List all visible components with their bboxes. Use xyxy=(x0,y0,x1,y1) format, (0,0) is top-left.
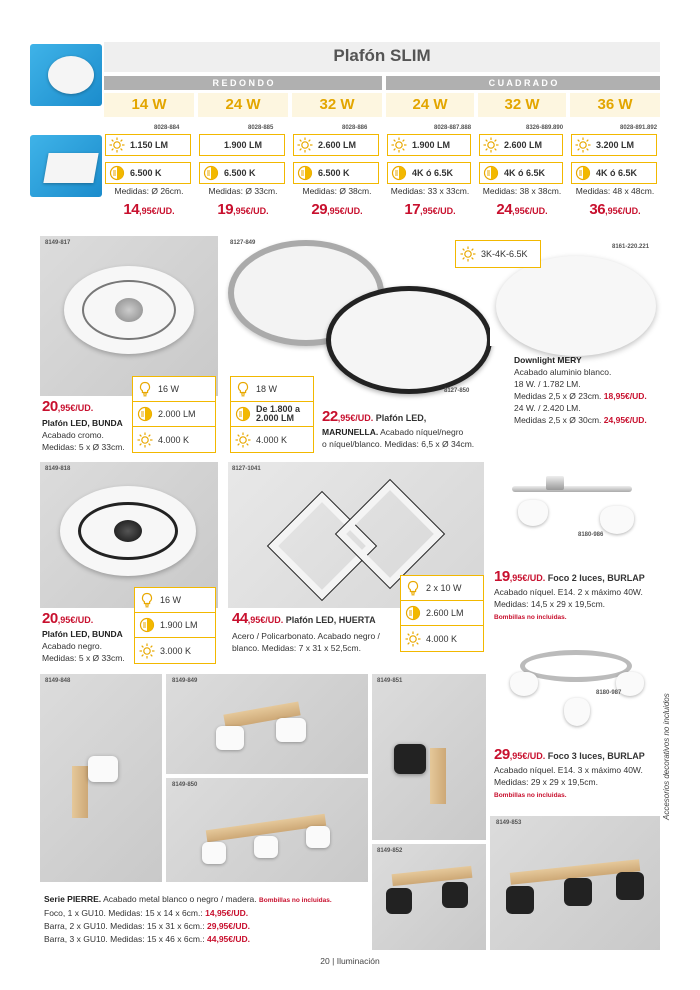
slim-price: 29,95€/UD. xyxy=(311,201,363,218)
bunda1-desc: Plafón LED, BUNDA Acabado cromo. Medidas: 5 x Ø 33cm. xyxy=(42,418,125,452)
group-cuadrado: C U A D R A D O xyxy=(386,76,660,90)
pierre-barra3-white-photo xyxy=(166,778,368,882)
bunda2-desc: Plafón LED, BUNDA Acabado negro. Medidas: 5 x Ø 33cm. xyxy=(42,629,125,663)
bulb-icon xyxy=(405,580,421,596)
sun-icon xyxy=(139,643,155,659)
burlap3-price-line: 29,95€/UD. Foco 3 luces, BURLAP xyxy=(494,746,645,763)
sun-icon xyxy=(575,137,591,153)
mery-desc: Downlight MERY Acabado aluminio blanco. 18 W. / 1.782 LM. Medidas 2,5 x Ø 23cm. 18,95€/UD. 24 W. / 2.420 LM. Medidas 2,5 x Ø 30cm. 24,95€/UD. xyxy=(514,355,647,425)
burlap3-desc: Acabado níquel. E14. 3 x máximo 40W. Medidas: 29 x 29 x 19,5cm. Bombillas no incluidas. xyxy=(494,765,643,799)
sun-icon xyxy=(109,137,125,153)
lumen-icon xyxy=(575,165,591,181)
sun-icon xyxy=(405,631,421,647)
lumen-icon xyxy=(137,406,153,422)
lumen-icon xyxy=(405,605,421,621)
product-code: 8326-889.890 xyxy=(526,125,564,131)
marunella-spec-box: 18 W De 1.800 a 2.000 LM 4.000 K xyxy=(230,376,314,453)
watt-header: 32 W xyxy=(478,93,566,117)
lumen-icon xyxy=(297,165,313,181)
bunda2-spec-box: 16 W 1.900 LM 3.000 K xyxy=(134,587,216,664)
sun-icon xyxy=(391,137,407,153)
bunda2-price: 20,95€/UD. xyxy=(42,610,94,627)
burlap2-photo xyxy=(490,460,660,556)
sun-icon xyxy=(483,137,499,153)
huerta-spec-box: 2 x 10 W 2.600 LM 4.000 K xyxy=(400,575,484,652)
product-code: 8028-884 xyxy=(154,125,180,131)
slim-spec-0: 1.150 LM 6.500 K xyxy=(105,134,191,192)
section-name: Iluminación xyxy=(336,956,380,966)
slim-title: Plafón SLIM xyxy=(333,46,431,65)
product-code: 8149-853 xyxy=(496,820,522,826)
burlap3-photo xyxy=(490,642,660,742)
slim-price: 36,95€/UD. xyxy=(589,201,641,218)
product-code: 8127-849 xyxy=(230,240,256,246)
product-code: 8028-886 xyxy=(342,125,368,131)
product-code: 8028-887.888 xyxy=(434,125,472,131)
slim-spec-1: 1.900 LM 6.500 K xyxy=(199,134,285,192)
slim-product-box-round xyxy=(30,44,102,106)
burlap2-price-line: 19,95€/UD. Foco 2 luces, BURLAP xyxy=(494,568,645,585)
product-code: 8161-220.221 xyxy=(612,244,650,250)
lumen-icon xyxy=(235,406,251,422)
sun-icon xyxy=(137,432,153,448)
marunella-price-line: 22,95€/UD. Plafón LED, xyxy=(322,408,427,425)
product-code: 8149-852 xyxy=(377,848,403,854)
lumen-icon xyxy=(203,165,219,181)
slim-spec-2: 2.600 LM 6.500 K xyxy=(293,134,379,192)
bulb-icon xyxy=(139,592,155,608)
huerta-price-line: 44,95€/UD. Plafón LED, HUERTA xyxy=(232,610,376,627)
product-code: 8028-885 xyxy=(248,125,274,131)
slim-size: Medidas: Ø 33cm. xyxy=(208,186,278,196)
marunella-photo xyxy=(222,236,484,396)
product-code: 8180-987 xyxy=(596,690,622,696)
bunda-chrome-photo xyxy=(40,236,218,396)
slim-size: Medidas: 48 x 48cm. xyxy=(575,186,655,196)
watt-header: 14 W xyxy=(104,93,194,117)
side-note: Accesorios decorativos no incluidos xyxy=(662,693,671,820)
mery-temp-box: 3K-4K-6.5K xyxy=(455,240,541,268)
slim-size: Medidas: 33 x 33cm. xyxy=(390,186,470,196)
pierre-foco-white-photo xyxy=(40,674,162,882)
watt-header: 36 W xyxy=(570,93,660,117)
watt-header: 24 W xyxy=(386,93,474,117)
sun-icon xyxy=(297,137,313,153)
burlap2-desc: Acabado níquel. E14. 2 x máximo 40W. Medidas: 14,5 x 29 x 19,5cm. Bombillas no incluidas. xyxy=(494,587,643,621)
slim-price: 14,95€/UD. xyxy=(123,201,175,218)
product-code: 8127-850 xyxy=(444,388,470,394)
slim-spec-5: 3.200 LM 4K ó 6.5K xyxy=(571,134,657,192)
slim-price: 17,95€/UD. xyxy=(404,201,456,218)
watt-header: 32 W xyxy=(292,93,382,117)
lumen-icon xyxy=(391,165,407,181)
pierre-foco-black-photo xyxy=(372,674,486,840)
product-code: 8149-849 xyxy=(172,678,198,684)
watt-header: 24 W xyxy=(198,93,288,117)
slim-spec-4: 2.600 LM 4K ó 6.5K xyxy=(479,134,563,192)
slim-spec-3: 1.900 LM 4K ó 6.5K xyxy=(387,134,471,192)
slim-product-box-square xyxy=(30,135,102,197)
group-redondo: R E D O N D O xyxy=(104,76,382,90)
lumen-icon xyxy=(139,617,155,633)
page-number: 20 xyxy=(320,956,330,966)
lumen-icon xyxy=(109,165,125,181)
product-code: 8149-848 xyxy=(45,678,71,684)
huerta-desc: Acero / Policarbonato. Acabado negro / blanco. Medidas: 7 x 31 x 52,5cm. xyxy=(232,631,380,653)
product-code: 8127-1041 xyxy=(232,466,261,472)
product-code: 8149-817 xyxy=(45,240,71,246)
footer: 20 | Iluminación xyxy=(320,956,380,966)
marunella-desc: MARUNELLA. Acabado níquel/negro o níquel/blanco. Medidas: 6,5 x Ø 34cm. xyxy=(322,427,475,449)
bulb-icon xyxy=(137,381,153,397)
pierre-barra3-black-photo xyxy=(490,816,660,950)
lumen-icon xyxy=(483,165,499,181)
bulb-icon xyxy=(235,381,251,397)
slim-price: 24,95€/UD. xyxy=(496,201,548,218)
product-code: 8149-818 xyxy=(45,466,71,472)
slim-size: Medidas: Ø 38cm. xyxy=(302,186,372,196)
bunda1-spec-box: 16 W 2.000 LM 4.000 K xyxy=(132,376,216,453)
slim-price: 19,95€/UD. xyxy=(217,201,269,218)
slim-size: Medidas: 38 x 38cm. xyxy=(482,186,562,196)
pierre-barra2-white-photo xyxy=(166,674,368,774)
product-code: 8149-850 xyxy=(172,782,198,788)
product-code: 8028-891.892 xyxy=(620,125,658,131)
bunda1-price: 20,95€/UD. xyxy=(42,398,94,415)
product-code: 8149-851 xyxy=(377,678,403,684)
slim-size: Medidas: Ø 26cm. xyxy=(114,186,184,196)
sun-icon xyxy=(235,432,251,448)
sun-icon xyxy=(460,246,476,262)
pierre-barra2-black-photo xyxy=(372,844,486,950)
pierre-desc: Serie PIERRE. Acabado metal blanco o negro / madera. Bombillas no incluidas. Foco, 1 x GU10. Medidas: 15 x 14 x 6cm.: 14,95€/UD. Barra, 2 x GU10. Medidas: 15 x 31 x 6cm.: 29,95€/UD. Barra, 3 x GU10. Medidas: 15 x 46 x 6cm.: 44,95€/UD. xyxy=(44,894,332,944)
product-code: 8180-986 xyxy=(578,532,604,538)
